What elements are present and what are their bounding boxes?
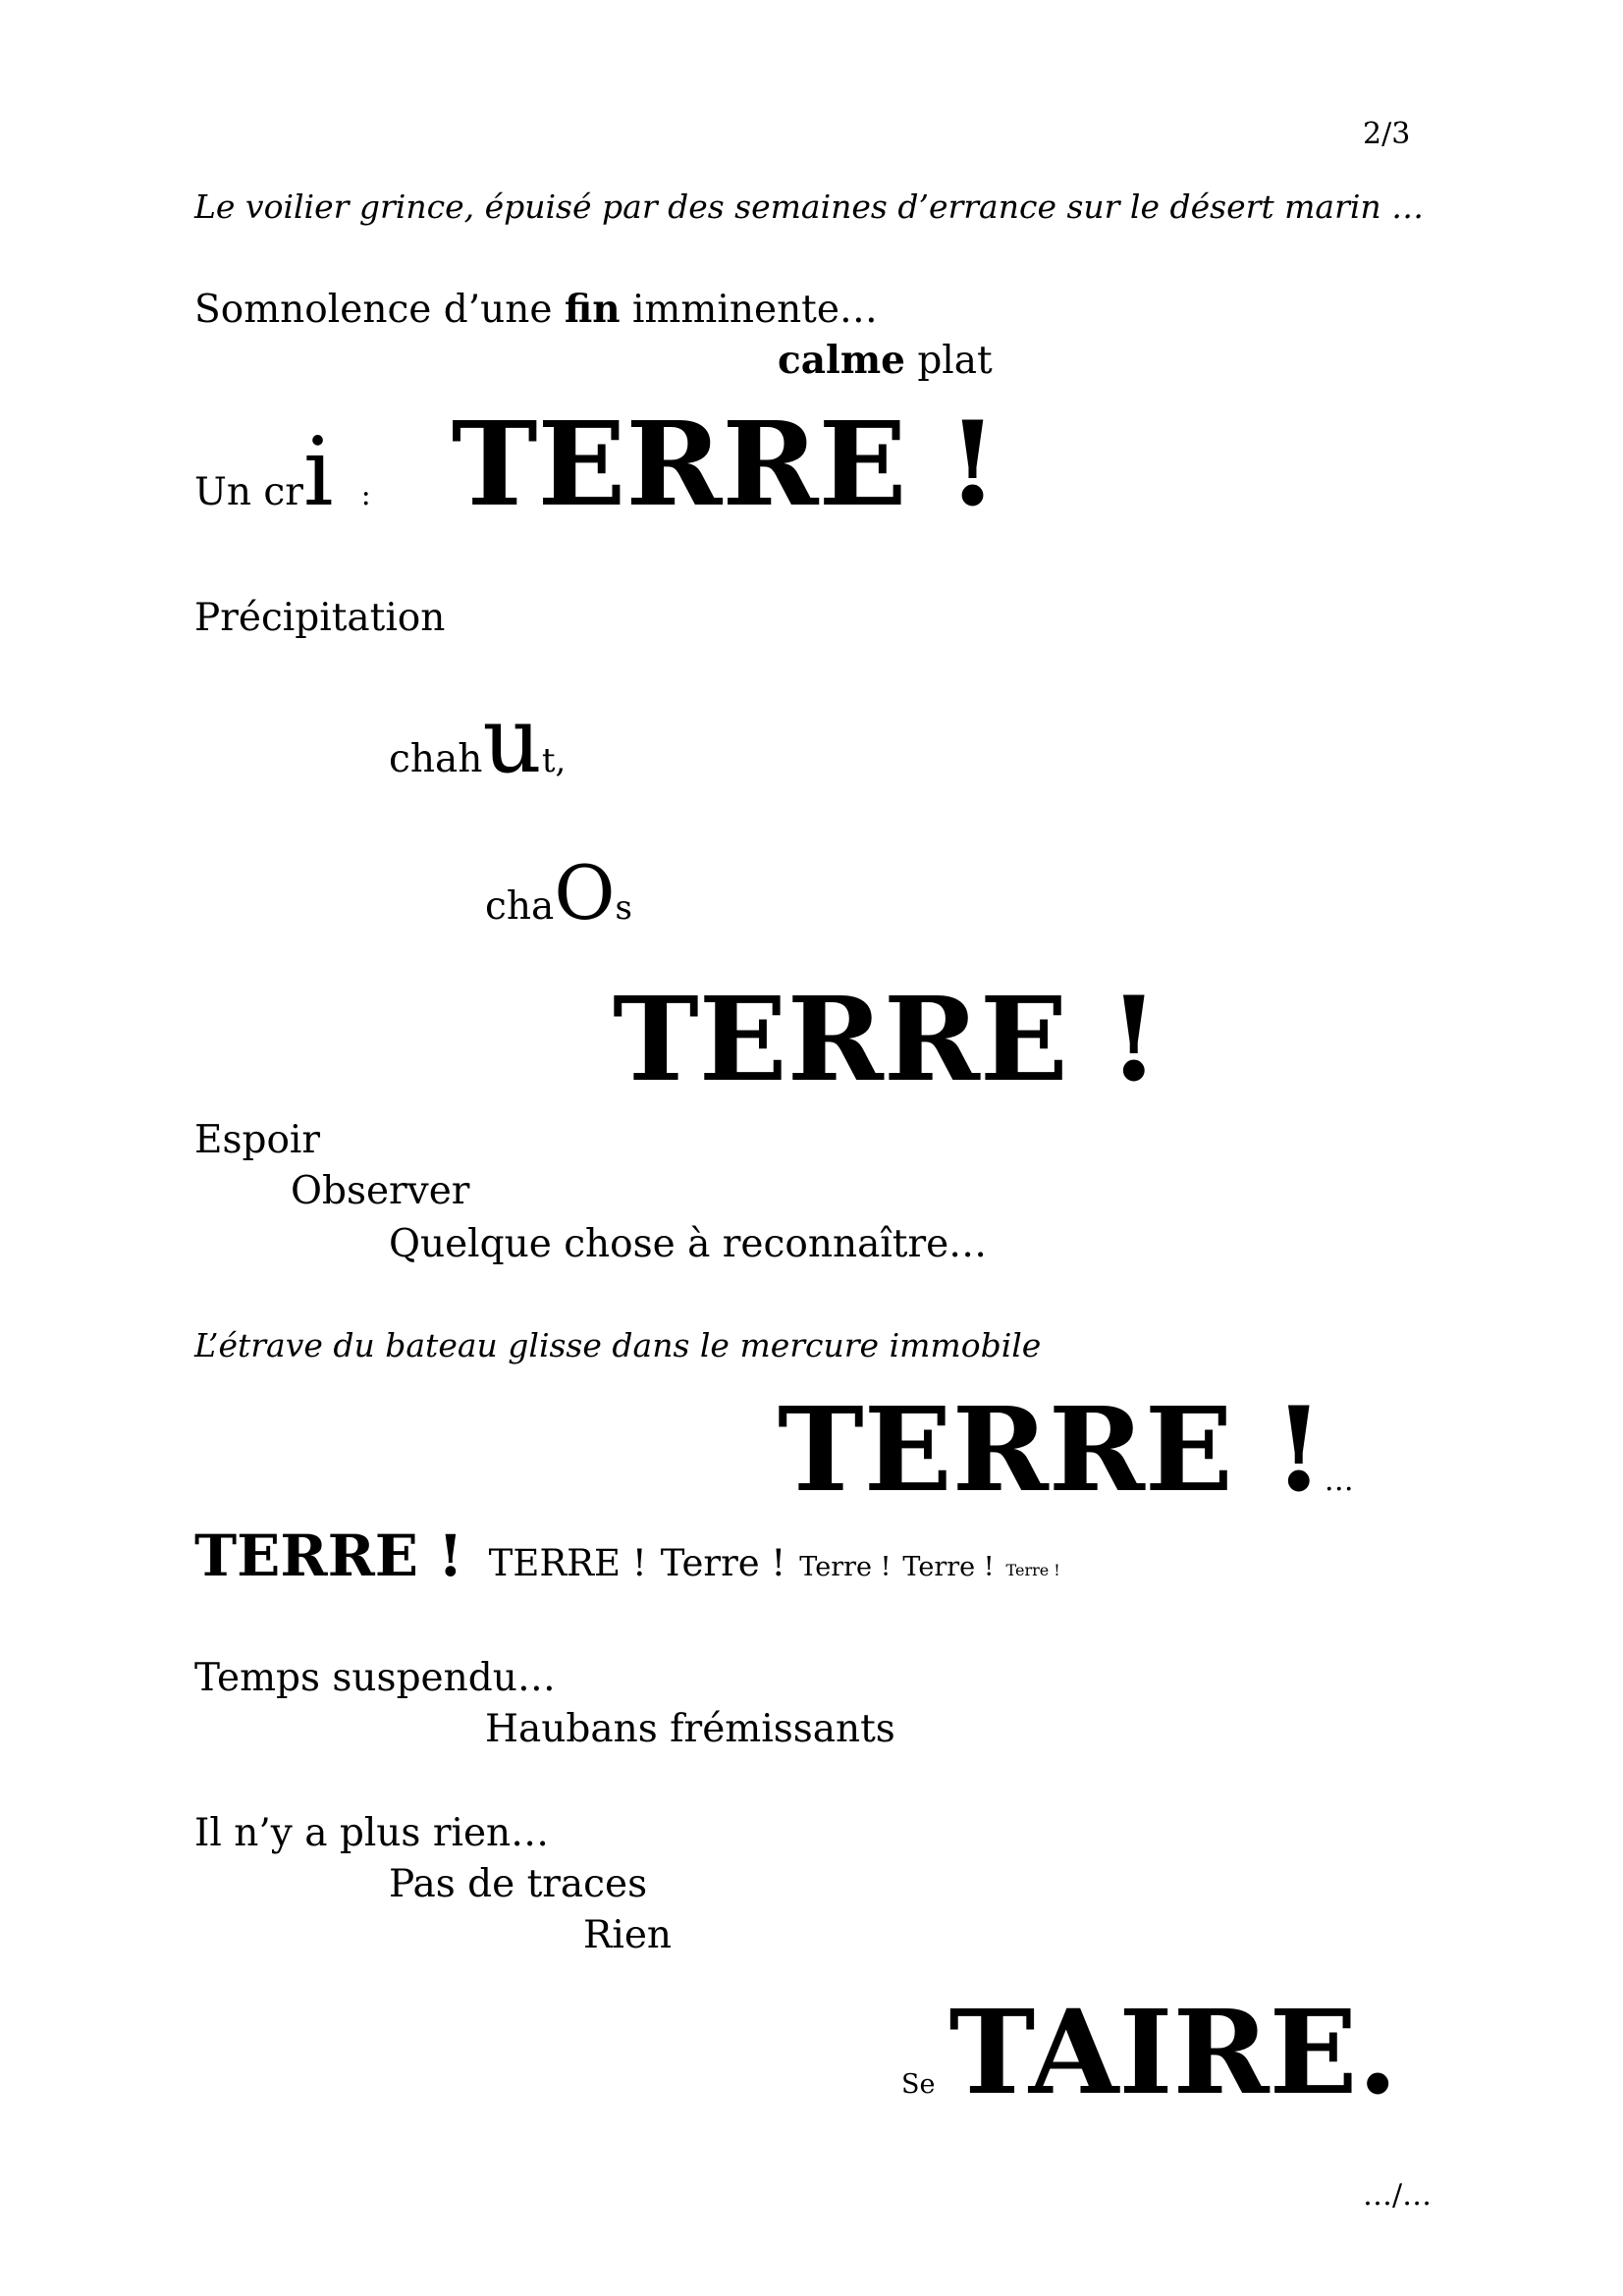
terre-echo-line [194,1522,1060,1589]
somnolence-fin: fin [564,287,621,332]
etrave-line: L’étrave du bateau glisse dans le mercure immobile [194,1326,1042,1364]
plus-rien-line: Il n’y a plus rien… [194,1811,550,1855]
terre-shout-1: TERRE ! [451,396,999,532]
chahut-start: chah [389,737,483,781]
temps-line: Temps suspendu… [194,1656,556,1700]
cri-text: Un cr [194,470,303,514]
plat-word: plat [904,339,993,383]
rien-word: Rien [583,1913,673,1957]
somnolence-before: Somnolence d’une [194,288,565,332]
precipitation-word: Précipitation [194,596,446,640]
taire-line [901,1984,1398,2120]
page-number: 2/3 [1363,117,1411,151]
espoir-word: Espoir [194,1118,321,1162]
haubans-line: Haubans frémissants [485,1707,895,1751]
observer-word: Observer [291,1169,470,1213]
chahut-end: t, [541,741,567,780]
chahut-big-u: u [482,687,542,794]
intro-line: Le voilier grince, épuisé par des semaines d’errance sur le désert marin … [194,187,1425,226]
echo-1: TERRE ! [194,1522,463,1589]
shout3-ellipsis: … [1324,1464,1354,1498]
echo-4: Terre ! [799,1552,892,1582]
somnolence-line [194,287,878,332]
taire-main: TAIRE. [948,1984,1398,2120]
echo-3: Terre ! [660,1542,786,1584]
chahut-word [389,687,567,794]
chaos-big-o: O [554,849,616,936]
quelque-line: Quelque chose à reconnaître… [389,1222,988,1266]
chaos-word [485,849,632,936]
traces-line: Pas de traces [389,1862,648,1906]
echo-5: Terre ! [902,1552,995,1582]
somnolence-after: imminente… [620,288,878,332]
terre-shout-3: TERRE ! [778,1381,1325,1518]
cri-colon: : [360,478,371,512]
echo-6: Terre ! [1005,1561,1060,1579]
chaos-start: cha [485,884,555,929]
cri-big-i: i [302,417,334,527]
terre-shout-2: TERRE ! [613,971,1160,1107]
calme-word: calme [778,338,905,383]
continuation-mark: …/… [1363,2178,1433,2213]
terre-shout-3-line [778,1381,1354,1518]
echo-2: TERRE ! [488,1542,647,1584]
taire-se: Se [901,2069,936,2100]
chaos-end: s [615,888,632,928]
calme-line [778,338,993,383]
cri-line [194,396,999,532]
